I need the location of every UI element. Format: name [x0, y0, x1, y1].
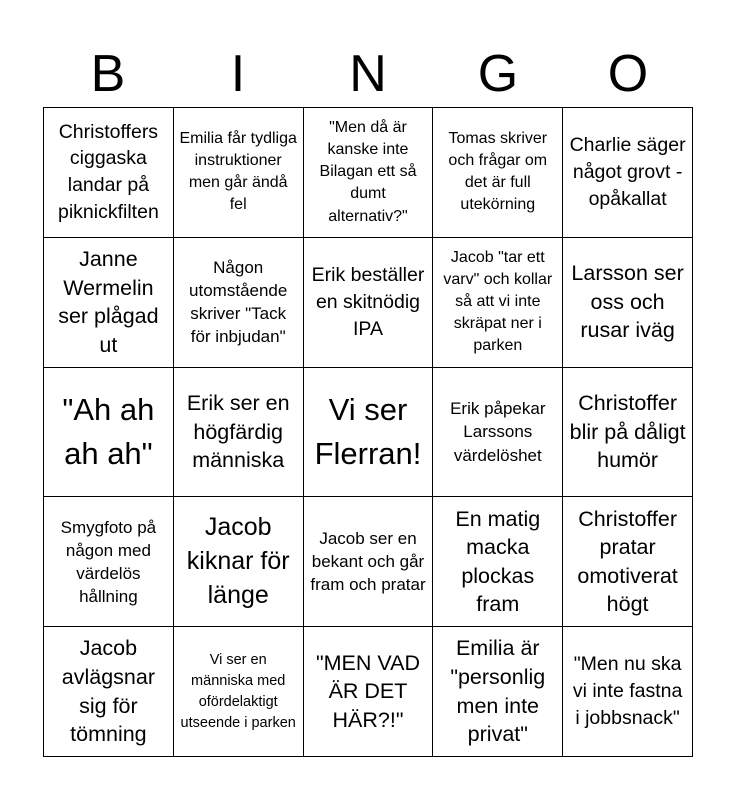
bingo-cell[interactable]: [174, 108, 304, 238]
header-letter-i: I: [230, 45, 246, 103]
bingo-cell[interactable]: [563, 368, 693, 498]
cell-text: Charlie säger något grovt - opåkallat: [569, 134, 686, 210]
cell-text: Jacob "tar ett varv" och kollar så att vi inte skräpat ner i parken: [443, 249, 553, 355]
bingo-cell[interactable]: [433, 368, 563, 498]
cell-text: Jacob avlägsnar sig för tömning: [61, 636, 156, 747]
cell-text: "Men då är kanske inte Bilagan ett så dumt alternativ?": [319, 119, 417, 225]
cell-text: Emilia är "personlig men inte privat": [450, 636, 546, 747]
cell-text: Tomas skriver och frågar om det är full utekörning: [448, 130, 548, 214]
header-letter-b: B: [90, 45, 126, 103]
cell-text: Smygfoto på någon med värdelös hållning: [60, 517, 157, 606]
bingo-cell[interactable]: [433, 238, 563, 368]
bingo-cell[interactable]: [174, 368, 304, 498]
bingo-cell[interactable]: [304, 627, 434, 757]
cell-text: "Men nu ska vi inte fastna i jobbsnack": [572, 653, 683, 730]
bingo-cell[interactable]: [433, 497, 563, 627]
bingo-cell[interactable]: [44, 108, 174, 238]
cell-text: Vi ser en människa med ofördelaktigt utseende i parken: [180, 651, 296, 731]
bingo-cell[interactable]: [433, 627, 563, 757]
bingo-cell[interactable]: [174, 627, 304, 757]
cell-text: "MEN VAD ÄR DET HÄR?!": [315, 650, 420, 732]
cell-text: "Ah ah ah ah": [62, 391, 155, 471]
cell-text: Erik påpekar Larssons värdelöshet: [450, 399, 546, 465]
cell-text: Jacob kiknar för länge: [186, 513, 290, 609]
bingo-cell[interactable]: [304, 368, 434, 498]
cell-text: En matig macka plockas fram: [455, 506, 541, 617]
bingo-cell[interactable]: [44, 238, 174, 368]
bingo-board: [43, 107, 693, 757]
bingo-cell[interactable]: [433, 108, 563, 238]
bingo-cell[interactable]: [44, 627, 174, 757]
bingo-header: [43, 44, 693, 104]
cell-text: Vi ser Flerran!: [314, 391, 422, 471]
cell-text: Jacob ser en bekant och går fram och pratar: [310, 529, 426, 595]
cell-text: Christoffers ciggaska landar på piknickfilten: [58, 120, 159, 224]
cell-text: Larsson ser oss och rusar iväg: [571, 261, 684, 343]
cell-text: Erik ser en högfärdig människa: [186, 391, 290, 473]
bingo-cell[interactable]: [174, 497, 304, 627]
bingo-cell[interactable]: [304, 497, 434, 627]
cell-text: Erik beställer en skitnödig IPA: [311, 263, 425, 340]
cell-text: Emilia får tydliga instruktioner men går ändå fel: [179, 130, 297, 214]
cell-text: Någon utomstående skriver "Tack för inbjudan": [189, 257, 288, 347]
bingo-cell[interactable]: [563, 497, 693, 627]
bingo-cell[interactable]: [44, 497, 174, 627]
cell-text: Janne Wermelin ser plågad ut: [58, 247, 159, 357]
bingo-cell[interactable]: [174, 238, 304, 368]
cell-text: Christoffer blir på dåligt humör: [569, 391, 686, 473]
header-letter-o: O: [607, 45, 649, 103]
bingo-cell[interactable]: [563, 238, 693, 368]
bingo-cell[interactable]: [563, 627, 693, 757]
bingo-cell[interactable]: [563, 108, 693, 238]
header-letter-g: G: [477, 45, 519, 103]
cell-text: Christoffer pratar omotiverat högt: [577, 506, 678, 617]
bingo-cell[interactable]: [44, 368, 174, 498]
bingo-cell[interactable]: [304, 108, 434, 238]
header-letter-n: N: [349, 45, 387, 103]
bingo-cell[interactable]: [304, 238, 434, 368]
